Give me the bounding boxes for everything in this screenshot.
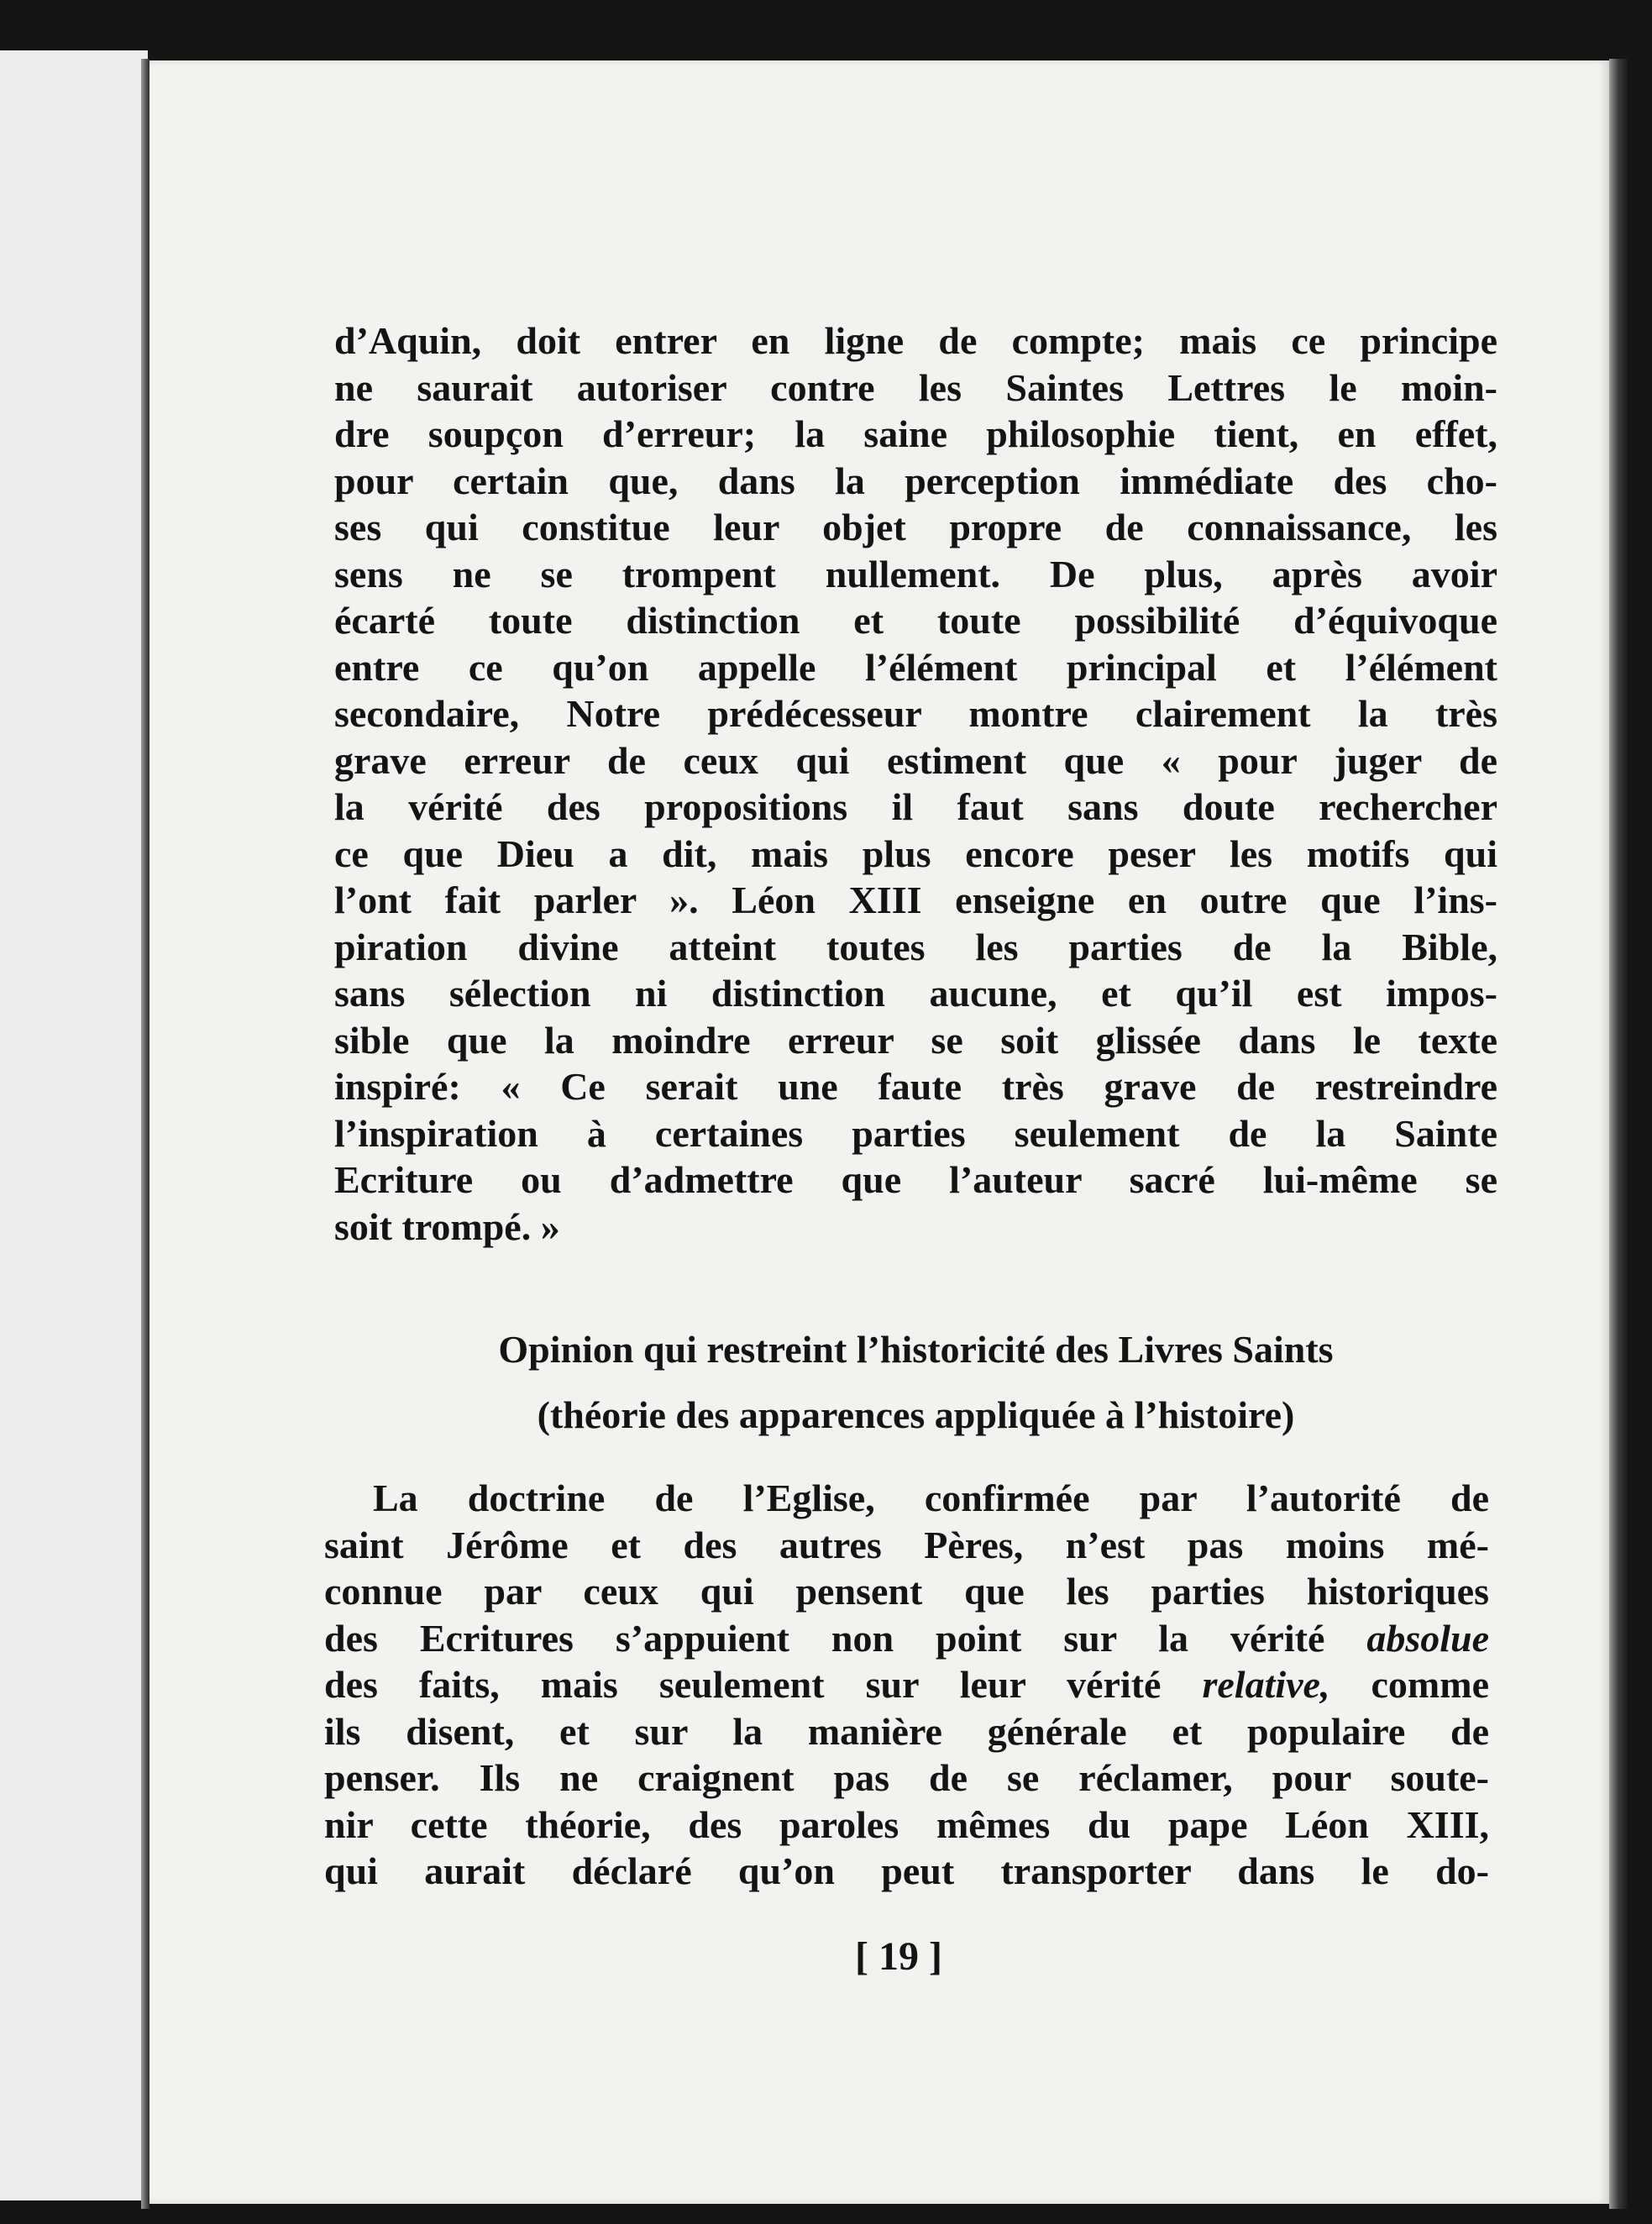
section-heading: Opinion qui restreint l’historicité des Livres Saints	[498, 1328, 1334, 1371]
book-gutter-shadow	[141, 59, 149, 2209]
text-line: La doctrine de l’Eglise, confirmée par l’autorité de	[373, 1477, 1489, 1519]
text-line: Ecriture ou d’admettre que l’auteur sacré lui-même se	[334, 1158, 1497, 1201]
text-line: ce que Dieu a dit, mais plus encore peser les motifs qui	[334, 831, 1497, 875]
text-line: d’Aquin, doit entrer en ligne de compte; mais ce principe	[334, 319, 1497, 362]
text-run: comme	[1329, 1663, 1489, 1706]
section-paragraph	[324, 1475, 1489, 1895]
text-line: écarté toute distinction et toute possibilité d’équivoque	[334, 599, 1497, 642]
italic-word: relative,	[1202, 1663, 1330, 1706]
text-line: grave erreur de ceux qui estiment que « pour juger de	[334, 738, 1497, 782]
text-line: secondaire, Notre prédécesseur montre clairement la très	[334, 692, 1497, 735]
text-line: l’inspiration à certaines parties seulement de la Sainte	[334, 1111, 1497, 1155]
text-line: pour certain que, dans la perception immédiate des cho-	[334, 459, 1497, 502]
page-number: [ 19 ]	[855, 1934, 942, 1979]
text-line: ne saurait autoriser contre les Saintes Lettres le moin-	[334, 365, 1497, 409]
page-edge-shadow	[1609, 59, 1628, 2209]
text-line: connue par ceux qui pensent que les parties historiques	[324, 1570, 1489, 1613]
text-line: soit trompé. »	[334, 1204, 560, 1248]
previous-page-margin	[0, 50, 148, 2200]
text-line: entre ce qu’on appelle l’élément principal et l’élément	[334, 645, 1497, 689]
section-subheading: (théorie des apparences appliquée à l’histoire)	[537, 1393, 1295, 1436]
text-run: des Ecritures s’appuient non point sur la vérité	[324, 1616, 1367, 1660]
text-line: ils disent, et sur la manière générale et populaire de	[324, 1709, 1489, 1753]
paragraph-continuation	[334, 317, 1497, 1250]
text-line: piration divine atteint toutes les parties de la Bible,	[334, 925, 1497, 968]
text-line: dre soupçon d’erreur; la saine philosophie tient, en effet,	[334, 412, 1497, 455]
text-line: sible que la moindre erreur se soit glissée dans le texte	[334, 1018, 1497, 1062]
text-line: inspiré: « Ce serait une faute très grave de restreindre	[334, 1065, 1497, 1108]
text-line	[324, 1661, 1489, 1708]
text-line: sans sélection ni distinction aucune, et qu’il est impos-	[334, 972, 1497, 1015]
text-line: ses qui constitue leur objet propre de connaissance, les	[334, 506, 1497, 548]
text-line: qui aurait déclaré qu’on peut transporter dans le do-	[324, 1849, 1489, 1892]
italic-word: absolue	[1366, 1616, 1489, 1660]
text-run: des faits, mais seulement sur leur vérité	[324, 1663, 1203, 1706]
text-line: penser. Ils ne craignent pas de se réclamer, pour soute-	[324, 1756, 1489, 1799]
text-line: la vérité des propositions il faut sans doute rechercher	[334, 785, 1497, 828]
text-line: l’ont fait parler ». Léon XIII enseigne en outre que l’ins-	[334, 879, 1497, 921]
text-line: nir cette théorie, des paroles mêmes du pape Léon XIII,	[324, 1802, 1489, 1846]
text-line: sens ne se trompent nullement. De plus, après avoir	[334, 552, 1497, 595]
text-line: saint Jérôme et des autres Pères, n’est pas moins mé-	[324, 1523, 1489, 1566]
text-line	[324, 1615, 1489, 1662]
